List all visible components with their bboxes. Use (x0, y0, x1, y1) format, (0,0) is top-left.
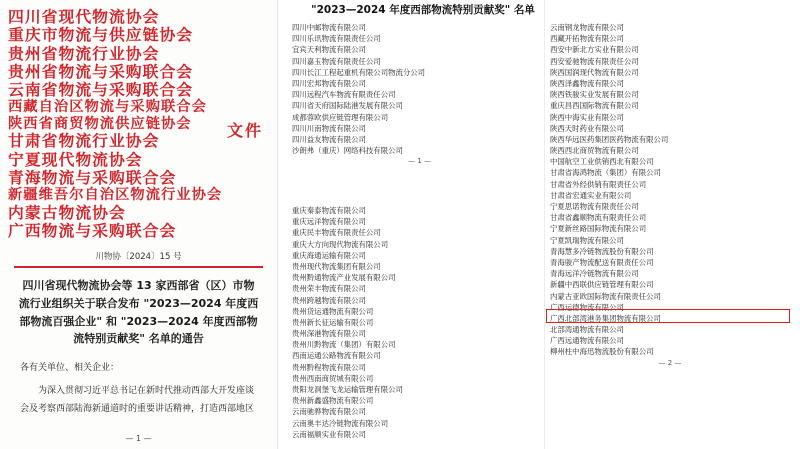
list-item: 云南福顺实业有限公司 (292, 429, 366, 439)
list-item: 四川宏邦物流有限公司 (292, 78, 366, 88)
list-item: 重庆海通运输有限公司 (292, 250, 366, 260)
list-page-mark: — 1 — (408, 157, 431, 166)
list-item: 西南运通公路物流有限公司 (292, 351, 381, 361)
list-item: 宜宾天利物流有限公司 (292, 45, 366, 55)
list-item: 四川嘉玉物流有限责任公司 (292, 56, 381, 66)
list-item: 重庆昌西国际物流有限公司 (550, 101, 639, 111)
masthead-line: 重庆市物流与供应链协会 (8, 26, 194, 45)
list-item: 陕西铁骏实业发展有限公司 (550, 90, 639, 100)
list-item: 贵州货运通物流有限公司 (292, 306, 374, 316)
list-item: 云南钢龙物流有限公司 (550, 23, 624, 32)
list-page-mark: — 2 — (658, 358, 682, 367)
list-item-highlighted: 青海骏产物流配送有限责任公司 (550, 257, 654, 267)
list-item: 中国航空工业供销西北有限公司 (550, 157, 654, 167)
list-item: 西藏开拓物流有限公司 (550, 34, 624, 44)
list-item: 四川长江工程起重机有限公司物流分公司 (292, 67, 426, 77)
list-item: 重庆大方向现代物流有限公司 (292, 239, 389, 249)
left-document-page (0, 0, 278, 449)
award-list-column-b (292, 205, 547, 440)
list-item: 甘肃省海鸿物流（集团）有限公司 (550, 168, 661, 178)
list-item: 陕西西北商贸物流有限公司 (550, 146, 639, 156)
masthead-line: 云南省物流与采购联合会 (8, 81, 194, 100)
masthead-line: 西藏自治区物流与采购联合会 (8, 99, 207, 116)
list-item: 贵州荣丰物流有限公司 (292, 284, 366, 294)
list-item: 沙朗弗（重庆）网络科技有限公司 (292, 146, 403, 156)
list-item: 贵州跨越物流有限公司 (292, 295, 366, 305)
document-title: 四川省现代物流协会等 13 家西部省（区）市物流行业组织关于联合发布 "2023—2024 年度西部物流百强企业" 和 "2023—2024 年度西部物流特别贡献奖" 名单的通告 (18, 279, 259, 346)
list-item: 贵州新长征运输有限公司 (292, 317, 374, 327)
document-body (20, 360, 257, 419)
list-item: 云南奥丰达冷链物流有限公司 (292, 418, 389, 428)
list-item: 青海远洋冷链物流有限公司 (550, 269, 639, 279)
list-item: 陕西国润现代物流有限公司 (550, 67, 639, 77)
list-item: 贵州深港物流有限公司 (292, 329, 366, 339)
list-item: 贵州黔通物流产业发展有限公司 (292, 273, 396, 283)
list-item: 甘肃省外经供销有限责任公司 (550, 179, 647, 189)
list-item: 重庆民丰物流有限责任公司 (292, 228, 381, 238)
masthead-line: 新疆维吾尔自治区物流行业协会 (8, 187, 223, 204)
list-title: "2023—2024 年度西部物流特别贡献奖" 名单 (311, 4, 535, 16)
list-item: 内蒙古亚欧国际物流有限责任公司 (550, 291, 661, 301)
list-item: 成都蓉欧供应链管理有限公司 (292, 112, 389, 122)
body-salutation: 各有关单位、相关企业： (20, 362, 120, 373)
list-item: 北部湾通物流有限公司 (550, 325, 624, 335)
list-item: 四川中邮物流有限公司 (292, 23, 366, 32)
list-item: 西安爱驰物流有限责任公司 (550, 56, 639, 66)
list-item: 广西远通物流有限公司 (550, 336, 624, 346)
masthead-line: 四川省现代物流协会 (8, 8, 160, 26)
list-item: 陕西华远医药集团医药物流有限公司 (550, 134, 669, 144)
left-page-number: — 1 — (125, 434, 152, 443)
list-item: 贵州现代物流集团有限公司 (292, 261, 381, 271)
list-item: 陕西泽鑫物流有限公司 (550, 78, 624, 88)
list-item: 重庆秦泰物流有限公司 (292, 206, 366, 215)
document-type-stamp: 文件 (226, 121, 263, 140)
list-item: 甘肃省鑫顺物流有限责任公司 (550, 213, 647, 223)
list-item: 广西北部湾港务集团物流有限公司 (550, 313, 661, 323)
body-paragraph: 为深入贯彻习近平总书记在新时代推动西部大开发座谈会及考察西部陆海新通道时的重要讲话精神，打造西部地区 (20, 386, 255, 414)
list-item: 陕西中海实业有限公司 (550, 112, 624, 122)
list-item: 四川乐讯物流有限责任公司 (292, 34, 381, 44)
masthead-line: 贵州省物流与采购联合会 (8, 62, 194, 81)
list-item: 贵州新鑫盛物流有限公司 (292, 396, 374, 406)
list-item: 贵阳龙洞堡飞龙运输管理有限公司 (292, 385, 403, 394)
list-item: 宁夏思诺物流有限责任公司 (550, 202, 639, 211)
document-number: 川物协〔2024〕15 号 (95, 252, 182, 263)
list-item: 四川益友物流有限公司 (292, 134, 366, 144)
list-item: 贵州西南商贸城有限公司 (292, 373, 374, 383)
award-list-column-c (550, 22, 790, 371)
list-item: 甘肃省宏通实业有限公司 (550, 190, 632, 200)
list-item: 云南驰骅物流有限公司 (292, 407, 366, 417)
list-item: 柳州柱中海迅物流股份有限公司 (550, 347, 654, 357)
award-list-column-a (292, 22, 547, 169)
masthead-line: 甘肃省物流行业协会 (8, 132, 160, 151)
list-item: 重庆远洋物流有限公司 (292, 217, 366, 227)
masthead-line: 宁夏现代物流协会 (8, 150, 143, 169)
list-item: 新疆中西联供应链管理有限公司 (550, 280, 654, 290)
list-item: 四川川南物流有限公司 (292, 123, 366, 133)
list-item: 四川省天府国际陆港发展有限公司 (292, 101, 403, 111)
list-item: 四川远程汽车物流有限责任公司 (292, 90, 396, 100)
red-separator-rule (14, 266, 263, 268)
list-item: 贵州川黔物流（集团）有限公司 (292, 340, 396, 350)
list-item: 广西运德物流有限公司 (550, 302, 624, 312)
right-list-page (278, 0, 800, 449)
masthead-line: 贵州省物流行业协会 (8, 44, 160, 63)
list-item: 西安中新北方实业有限公司 (550, 45, 639, 55)
masthead-line: 青海物流与采购联合会 (8, 169, 177, 187)
list-item: 贵州黔程物流有限公司 (292, 362, 366, 372)
list-item: 宁夏新丝路国际物流有限公司 (550, 224, 647, 234)
masthead-line: 广西物流与采购联合会 (8, 222, 177, 241)
masthead-line: 陕西省商贸物流供应链协会 (8, 115, 192, 132)
list-item: 陕西天时药业有限公司 (550, 123, 624, 133)
list-item: 青海慧多冷链物流股份有限公司 (550, 246, 654, 256)
masthead-line: 内蒙古物流协会 (8, 203, 126, 222)
list-item: 宁夏凯瑞物流有限公司 (550, 235, 624, 245)
